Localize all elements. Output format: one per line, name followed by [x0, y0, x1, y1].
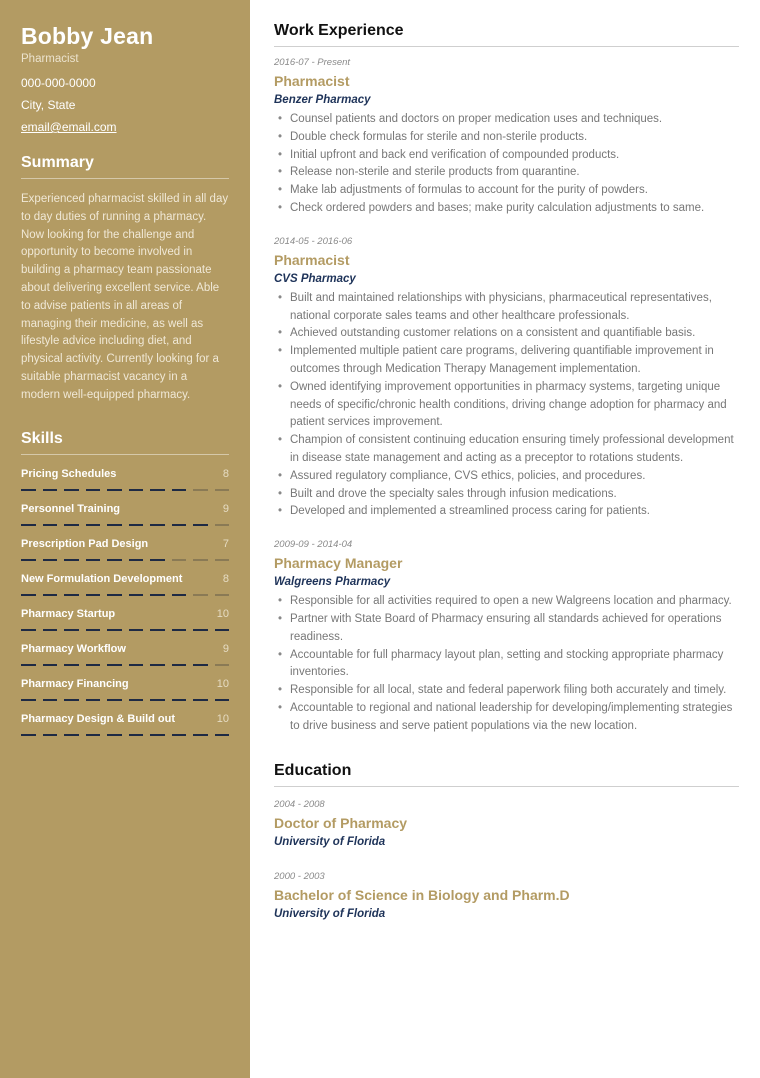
job-bullet: • Built and maintained relationships with physicians, pharmaceutical representatives, national corporate sales teams and other healthcare professionals.	[274, 290, 739, 326]
skill-name: Pharmacy Workflow	[21, 642, 126, 655]
school-name: University of Florida	[274, 907, 386, 920]
skill-level-segment-filled	[86, 629, 101, 631]
job-bullet: • Developed and implemented a streamlined process caring for patients.	[274, 503, 739, 521]
skill-level-segment-filled	[107, 664, 122, 666]
skill-level-segment-filled	[107, 559, 122, 561]
skill-item	[21, 572, 229, 597]
education-heading: Education	[274, 762, 739, 787]
skill-level-segment-filled	[43, 489, 58, 491]
job-dates: 2009-09 - 2014-04	[274, 539, 353, 551]
skill-level-segment-empty	[193, 594, 208, 596]
skill-score: 7	[222, 537, 229, 550]
skill-level-segment-filled	[21, 699, 36, 701]
skill-name: New Formulation Development	[21, 572, 183, 585]
job-bullet: • Make lab adjustments of formulas to account for the purity of powders.	[274, 182, 739, 200]
skill-level-segment-empty	[215, 664, 230, 666]
job-title: Pharmacist	[274, 251, 350, 268]
job-bullet: • Achieved outstanding customer relations on a consistent and quantifiable basis.	[274, 325, 739, 343]
job-entry	[274, 236, 739, 521]
skill-level-bar	[21, 594, 229, 597]
skill-name: Prescription Pad Design	[21, 537, 149, 550]
skill-level-segment-filled	[64, 524, 79, 526]
skill-level-segment-filled	[64, 559, 79, 561]
skill-level-segment-filled	[21, 489, 36, 491]
skill-level-segment-empty	[193, 559, 208, 561]
skill-level-segment-filled	[129, 594, 144, 596]
skill-row	[21, 607, 229, 621]
job-bullet: • Built and drove the specialty sales through infusion medications.	[274, 486, 739, 504]
skill-level-segment-filled	[64, 594, 79, 596]
skill-level-segment-filled	[43, 699, 58, 701]
school-name: University of Florida	[274, 835, 386, 848]
email-link[interactable]: email@email.com	[21, 120, 117, 134]
education-entry	[274, 799, 739, 849]
skill-level-segment-filled	[86, 734, 101, 736]
skill-level-segment-filled	[21, 629, 36, 631]
summary-text: Experienced pharmacist skilled in all day to day duties of running a pharmacy. Now looking for the challenge and opportunity to become involved in building a pharmacy team passionate about delivering excellent service. Able to advise patients in all areas of managing their medicine, as well as lifestyle advice including diet, and physical activity. Currently looking for a suitable pharmacist vacancy in a modern well-equipped pharmacy.	[21, 193, 229, 401]
skill-level-segment-filled	[150, 594, 165, 596]
skill-level-segment-filled	[150, 664, 165, 666]
skill-item	[21, 537, 229, 562]
skill-level-segment-filled	[129, 629, 144, 631]
skill-level-segment-filled	[86, 559, 101, 561]
skill-score: 8	[222, 572, 229, 585]
skill-level-segment-filled	[107, 594, 122, 596]
skill-level-segment-filled	[86, 594, 101, 596]
skill-level-segment-filled	[150, 489, 165, 491]
skill-score: 9	[222, 502, 229, 515]
skill-level-segment-filled	[215, 734, 230, 736]
skill-name: Pharmacy Design & Build out	[21, 712, 176, 725]
job-bullets	[274, 111, 739, 218]
skill-level-segment-filled	[107, 734, 122, 736]
skill-score: 8	[222, 467, 229, 480]
skill-level-segment-filled	[193, 699, 208, 701]
skill-score: 10	[216, 677, 229, 690]
skill-level-bar	[21, 559, 229, 562]
skill-level-segment-filled	[129, 524, 144, 526]
job-entry	[274, 57, 739, 218]
skill-level-segment-filled	[21, 664, 36, 666]
skill-level-segment-filled	[21, 594, 36, 596]
skill-level-segment-empty	[215, 524, 230, 526]
skill-item	[21, 607, 229, 632]
skill-level-segment-filled	[129, 559, 144, 561]
company-name: Walgreens Pharmacy	[274, 576, 391, 589]
skill-level-segment-filled	[172, 594, 187, 596]
job-dates: 2016-07 - Present	[274, 57, 351, 68]
job-bullet: • Counsel patients and doctors on proper medication uses and techniques.	[274, 111, 739, 129]
job-bullet: • Assured regulatory compliance, CVS ethics, policies, and procedures.	[274, 468, 739, 486]
skill-name: Personnel Training	[21, 502, 121, 515]
job-dates: 2014-05 - 2016-06	[274, 235, 353, 247]
skill-item	[21, 677, 229, 702]
skill-level-segment-filled	[193, 664, 208, 666]
skill-level-segment-filled	[129, 664, 144, 666]
skill-level-segment-filled	[193, 629, 208, 631]
company-name: Benzer Pharmacy	[274, 94, 371, 106]
skill-row	[21, 677, 229, 691]
skill-level-segment-filled	[107, 524, 122, 526]
skill-score: 10	[216, 712, 229, 725]
skill-level-segment-filled	[43, 559, 58, 561]
skill-level-segment-filled	[172, 489, 187, 491]
education-dates: 2000 - 2003	[274, 870, 325, 882]
skill-level-segment-filled	[43, 664, 58, 666]
education-entry	[274, 871, 739, 921]
skills-heading: Skills	[21, 430, 229, 455]
skill-level-segment-filled	[86, 489, 101, 491]
job-bullet: • Champion of consistent continuing education ensuring timely professional development in disease state management and acting as a preceptor to rotations students.	[274, 432, 739, 468]
job-bullet: • Responsible for all activities required to open a new Walgreens location and pharmacy.	[274, 593, 739, 611]
skill-level-segment-filled	[129, 734, 144, 736]
skill-level-segment-filled	[150, 699, 165, 701]
skill-name: Pharmacy Startup	[21, 607, 116, 620]
job-bullet: • Owned identifying improvement opportunities in pharmacy systems, targeting unique needs of specific/chronic health conditions, driving change adoption for pharmacy and patient services improvement.	[274, 379, 739, 432]
job-title: Pharmacist	[274, 73, 350, 89]
skill-level-segment-empty	[172, 559, 187, 561]
skill-score: 10	[216, 607, 229, 620]
job-bullet: • Double check formulas for sterile and non-sterile products.	[274, 129, 739, 147]
skill-level-segment-empty	[215, 489, 230, 491]
skill-level-segment-filled	[21, 524, 36, 526]
skill-name: Pharmacy Financing	[21, 677, 129, 690]
company-name: CVS Pharmacy	[274, 272, 356, 285]
job-bullet: • Initial upfront and back end verification of compounded products.	[274, 147, 739, 165]
job-bullets	[274, 593, 739, 735]
skill-level-segment-filled	[64, 629, 79, 631]
skill-level-segment-filled	[64, 734, 79, 736]
skill-level-segment-filled	[150, 559, 165, 561]
phone-number: 000-000-0000	[21, 76, 96, 90]
skill-level-segment-filled	[129, 699, 144, 701]
job-entry	[274, 539, 739, 735]
skill-level-segment-filled	[172, 524, 187, 526]
skill-level-segment-filled	[107, 699, 122, 701]
skill-level-segment-filled	[107, 489, 122, 491]
skill-level-segment-filled	[64, 489, 79, 491]
education-dates: 2004 - 2008	[274, 798, 325, 810]
skill-level-segment-filled	[215, 629, 230, 631]
skill-level-segment-filled	[150, 734, 165, 736]
location: City, State	[21, 98, 76, 112]
skill-row	[21, 572, 229, 586]
skill-level-bar	[21, 664, 229, 667]
job-bullet: • Implemented multiple patient care programs, delivering quantifiable improvement in outcomes through Medication Therapy Management implementation.	[274, 343, 739, 379]
candidate-role: Pharmacist	[21, 53, 79, 65]
jobs-list	[274, 57, 739, 736]
skill-level-segment-empty	[215, 594, 230, 596]
skill-item	[21, 502, 229, 527]
job-title: Pharmacy Manager	[274, 555, 403, 572]
skill-level-segment-filled	[172, 734, 187, 736]
degree-title: Bachelor of Science in Biology and Pharm.D	[274, 886, 570, 903]
summary-heading: Summary	[21, 154, 229, 179]
skill-name: Pricing Schedules	[21, 467, 117, 480]
job-bullet: • Accountable to regional and national leadership for developing/implementing strategies to drive business and serve patient populations via the new location.	[274, 700, 739, 736]
sidebar	[0, 0, 250, 1078]
skill-level-segment-filled	[172, 699, 187, 701]
job-bullet: • Responsible for all local, state and federal paperwork filing both accurately and timely.	[274, 682, 739, 700]
skill-level-bar	[21, 699, 229, 702]
job-bullet: • Release non-sterile and sterile products from quarantine.	[274, 164, 739, 182]
skill-row	[21, 712, 229, 726]
skill-level-segment-empty	[193, 489, 208, 491]
job-bullet: • Check ordered powders and bases; make purity calculation adjustments to same.	[274, 200, 739, 218]
skills-list	[21, 467, 229, 737]
skill-level-segment-filled	[129, 489, 144, 491]
skill-level-segment-empty	[215, 559, 230, 561]
skill-level-segment-filled	[107, 629, 122, 631]
skill-item	[21, 642, 229, 667]
skill-level-bar	[21, 489, 229, 492]
skill-level-segment-filled	[86, 524, 101, 526]
main-content	[274, 22, 739, 921]
skill-level-segment-filled	[193, 734, 208, 736]
job-bullet: • Accountable for full pharmacy layout plan, setting and stocking appropriate pharmacy inventories.	[274, 647, 739, 683]
education-list	[274, 799, 739, 921]
skill-row	[21, 537, 229, 551]
work-experience-heading: Work Experience	[274, 22, 739, 47]
skill-level-segment-filled	[43, 524, 58, 526]
job-bullet: • Partner with State Board of Pharmacy ensuring all standards achieved for operations readiness.	[274, 611, 739, 647]
skill-level-bar	[21, 734, 229, 737]
skill-level-bar	[21, 524, 229, 527]
skill-level-segment-filled	[215, 699, 230, 701]
skill-level-segment-filled	[193, 524, 208, 526]
skill-row	[21, 467, 229, 481]
skill-row	[21, 502, 229, 516]
degree-title: Doctor of Pharmacy	[274, 814, 408, 831]
skill-item	[21, 712, 229, 737]
skill-level-bar	[21, 629, 229, 632]
skill-level-segment-filled	[172, 629, 187, 631]
job-bullets	[274, 290, 739, 521]
skill-level-segment-filled	[86, 664, 101, 666]
skill-item	[21, 467, 229, 492]
skill-level-segment-filled	[43, 594, 58, 596]
skill-score: 9	[222, 642, 229, 655]
skill-level-segment-filled	[172, 664, 187, 666]
skill-level-segment-filled	[150, 524, 165, 526]
skill-row	[21, 642, 229, 656]
skill-level-segment-filled	[43, 734, 58, 736]
candidate-name: Bobby Jean	[21, 23, 154, 49]
skill-level-segment-filled	[86, 699, 101, 701]
skill-level-segment-filled	[64, 664, 79, 666]
skill-level-segment-filled	[64, 699, 79, 701]
skill-level-segment-filled	[21, 734, 36, 736]
skill-level-segment-filled	[21, 559, 36, 561]
skill-level-segment-filled	[43, 629, 58, 631]
skill-level-segment-filled	[150, 629, 165, 631]
